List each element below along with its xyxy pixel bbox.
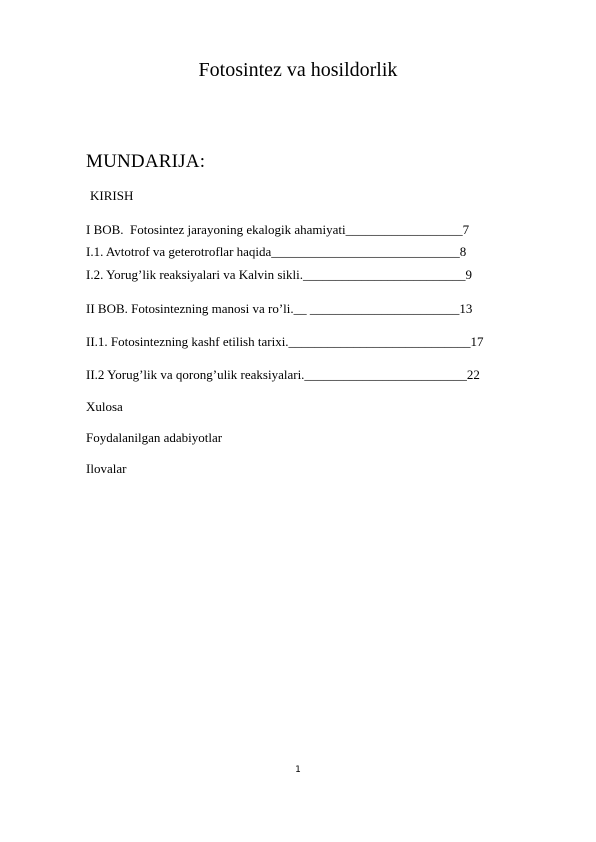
toc-entry-1-1: I.1. Avtotrof va geterotroflar haqida_____________________________8	[86, 244, 467, 259]
toc-entry-references: Foydalanilgan adabiyotlar	[86, 430, 223, 445]
toc-entry-conclusion: Xulosa	[86, 399, 123, 414]
toc-intro: KIRISH	[90, 188, 134, 203]
document-title: Fotosintez va hosildorlik	[198, 59, 398, 81]
toc-entry-chapter-2: II BOB. Fotosintezning manosi va ro’li.__ _______________________13	[86, 301, 473, 316]
toc-entry-chapter-1: I BOB. Fotosintez jarayoning ekalogik ahamiyati__________________7	[86, 222, 470, 237]
toc-entry-appendices: Ilovalar	[86, 461, 127, 476]
toc-entry-2-2: II.2 Yorug’lik va qorong’ulik reaksiyalari._________________________22	[86, 367, 480, 382]
contents-heading: MUNDARIJA:	[86, 151, 206, 172]
toc-entry-2-1: II.1. Fotosintezning kashf etilish tarixi.____________________________17	[86, 334, 484, 349]
toc-entry-1-2: I.2. Yorug’lik reaksiyalari va Kalvin sikli._________________________9	[86, 267, 472, 282]
page-number: 1	[295, 765, 301, 775]
